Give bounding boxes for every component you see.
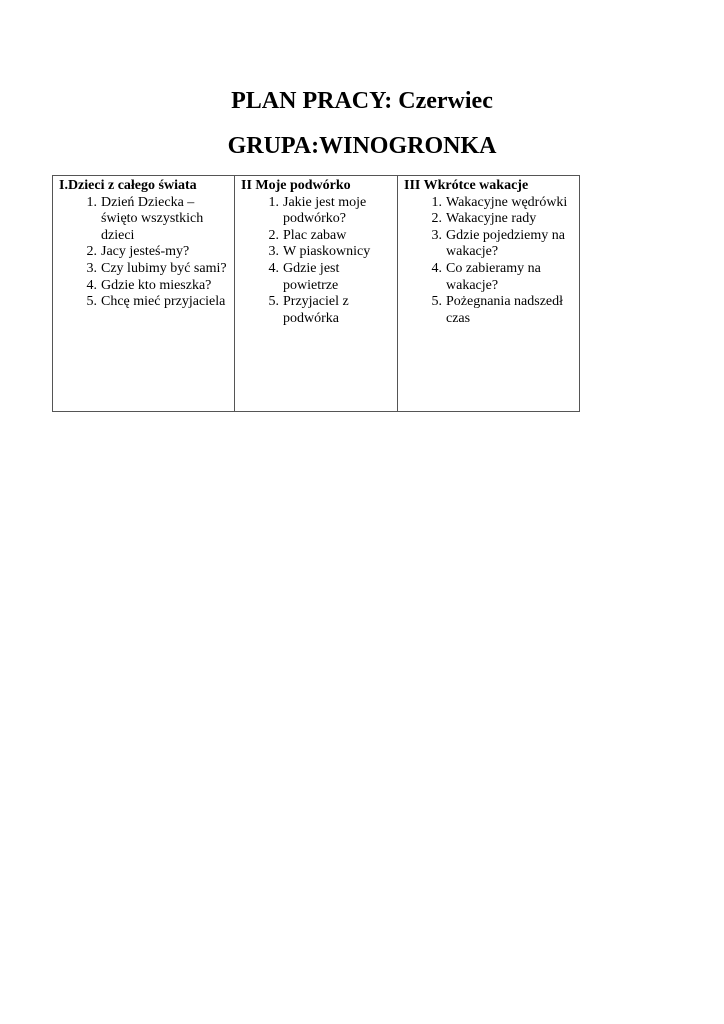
- list-item: [263, 294, 392, 327]
- item-text: Przyjaciel z podwórka: [283, 294, 349, 326]
- list-item: [81, 278, 229, 295]
- item-text: Jakie jest moje podwórko?: [283, 194, 367, 227]
- list-item: [426, 261, 574, 294]
- item-text: W piaskownicy: [283, 244, 371, 260]
- item-text: Gdzie kto mieszka?: [101, 277, 212, 293]
- item-number: 2.: [431, 211, 442, 227]
- list-item: [263, 244, 392, 261]
- week-2-topics: [241, 195, 392, 328]
- week-column-3: [398, 176, 580, 412]
- list-item: [263, 228, 392, 245]
- item-text: Gdzie pojedziemy na wakacje?: [446, 227, 565, 260]
- item-text: Pożegnania nadszedł czas: [446, 294, 564, 326]
- item-number: 2.: [268, 227, 279, 243]
- week-column-1: [53, 176, 235, 412]
- item-text: Chcę mieć przyjaciela: [101, 294, 226, 310]
- plan-table-row: [53, 176, 580, 412]
- list-item: [426, 195, 574, 212]
- list-item: [263, 195, 392, 228]
- item-text: Wakacyjne rady: [446, 211, 537, 227]
- week-2-heading: II Moje podwórko: [241, 178, 351, 193]
- week-3-heading: III Wkrótce wakacje: [404, 178, 529, 193]
- item-number: 4.: [268, 260, 279, 276]
- item-text: Czy lubimy być sami?: [101, 260, 227, 276]
- list-item: [426, 228, 574, 261]
- item-text: Co zabieramy na wakacje?: [446, 260, 541, 293]
- item-number: 4.: [86, 277, 97, 293]
- list-item: [81, 261, 229, 278]
- item-number: 1.: [431, 194, 442, 210]
- item-number: 5.: [268, 294, 279, 310]
- item-number: 1.: [86, 194, 97, 210]
- item-number: 3.: [431, 227, 442, 243]
- item-number: 5.: [431, 294, 442, 310]
- list-item: [426, 211, 574, 228]
- week-1-heading: I.Dzieci z całego świata: [59, 178, 197, 193]
- list-item: [81, 195, 229, 245]
- item-text: Plac zabaw: [283, 227, 347, 243]
- list-item: [263, 261, 392, 294]
- item-text: Dzień Dziecka – święto wszystkich dzieci: [101, 194, 204, 243]
- item-number: 1.: [268, 194, 279, 210]
- week-column-2: [235, 176, 398, 412]
- week-1-topics: [59, 195, 229, 311]
- item-number: 3.: [268, 244, 279, 260]
- week-3-topics: [404, 195, 574, 328]
- list-item: [81, 244, 229, 261]
- item-number: 5.: [86, 294, 97, 310]
- list-item: [81, 294, 229, 311]
- item-text: Wakacyjne wędrówki: [446, 194, 568, 210]
- item-number: 3.: [86, 260, 97, 276]
- item-number: 2.: [86, 244, 97, 260]
- list-item: [426, 294, 574, 327]
- plan-table: [52, 175, 580, 412]
- group-title: GRUPA:WINOGRONKA: [227, 133, 497, 159]
- page-title: PLAN PRACY: Czerwiec: [231, 88, 493, 114]
- item-text: Jacy jesteś-my?: [101, 244, 190, 260]
- item-text: Gdzie jest powietrze: [283, 260, 340, 293]
- item-number: 4.: [431, 260, 442, 276]
